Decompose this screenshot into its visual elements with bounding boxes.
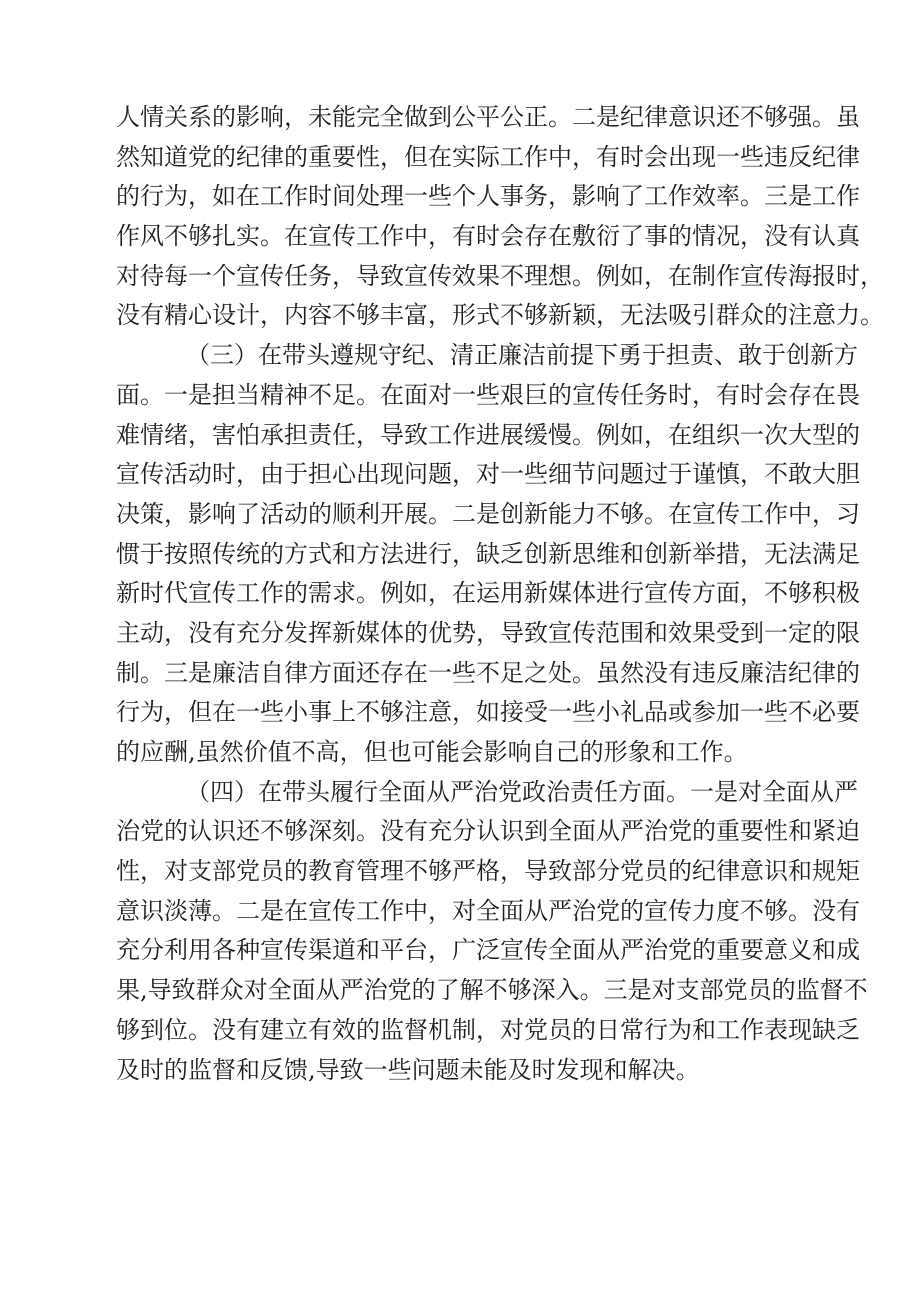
document-body xyxy=(116,98,884,1090)
text-line: 惯于按照传统的方式和方法进行，缺乏创新思维和创新举措，无法满足 xyxy=(116,539,860,568)
text-line: 果,导致群众对全面从严治党的了解不够深入。三是对支部党员的监督不 xyxy=(116,976,868,1005)
paragraph-continuation xyxy=(116,98,884,336)
text-line: 意识淡薄。二是在宣传工作中，对全面从严治党的宣传力度不够。没有 xyxy=(116,896,860,925)
text-line: 面。一是担当精神不足。在面对一些艰巨的宣传任务时，有时会存在畏 xyxy=(116,380,860,409)
text-line: 新时代宣传工作的需求。例如，在运用新媒体进行宣传方面，不够积极 xyxy=(116,579,860,608)
paragraph-section-four xyxy=(116,773,868,1091)
text-line: 决策，影响了活动的顺利开展。二是创新能力不够。在宣传工作中，习 xyxy=(116,499,860,528)
paragraph-section-three xyxy=(116,336,860,773)
text-line: 主动，没有充分发挥新媒体的优势，导致宣传范围和效果受到一定的限 xyxy=(116,618,860,647)
text-line: 的行为，如在工作时间处理一些个人事务，影响了工作效率。三是工作 xyxy=(116,182,860,211)
text-line: 宣传活动时，由于担心出现问题，对一些细节问题过于谨慎，不敢大胆 xyxy=(116,460,860,489)
text-line: 够到位。没有建立有效的监督机制，对党员的日常行为和工作表现缺乏 xyxy=(116,1015,860,1044)
text-line: 难情绪，害怕承担责任，导致工作进展缓慢。例如，在组织一次大型的 xyxy=(116,420,860,449)
text-line: 没有精心设计，内容不够丰富，形式不够新颖，无法吸引群众的注意力。 xyxy=(116,301,884,330)
text-line-first: （三）在带头遵规守纪、清正廉洁前提下勇于担责、敢于创新方 xyxy=(186,341,858,370)
text-line: 然知道党的纪律的重要性，但在实际工作中，有时会出现一些违反纪律 xyxy=(116,142,860,171)
text-line: 及时的监督和反馈,导致一些问题未能及时发现和解决。 xyxy=(116,1055,700,1084)
text-line: 行为，但在一些小事上不够注意，如接受一些小礼品或参加一些不必要 xyxy=(116,698,860,727)
text-line: 治党的认识还不够深刻。没有充分认识到全面从严治党的重要性和紧迫 xyxy=(116,817,860,846)
text-line: 的应酬,虽然价值不高，但也可能会影响自己的形象和工作。 xyxy=(116,738,748,766)
text-line-first: （四）在带头履行全面从严治党政治责任方面。一是对全面从严 xyxy=(186,777,858,806)
text-line: 作风不够扎实。在宣传工作中，有时会存在敷衍了事的情况，没有认真 xyxy=(116,222,860,251)
text-line: 充分利用各种宣传渠道和平台，广泛宣传全面从严治党的重要意义和成 xyxy=(116,936,860,965)
text-line: 性，对支部党员的教育管理不够严格，导致部分党员的纪律意识和规矩 xyxy=(116,857,860,886)
text-line: 对待每一个宣传任务，导致宣传效果不理想。例如，在制作宣传海报时， xyxy=(116,261,884,290)
text-line: 制。三是廉洁自律方面还存在一些不足之处。虽然没有违反廉洁纪律的 xyxy=(116,658,860,687)
text-line: 人情关系的影响，未能完全做到公平公正。二是纪律意识还不够强。虽 xyxy=(116,103,860,131)
